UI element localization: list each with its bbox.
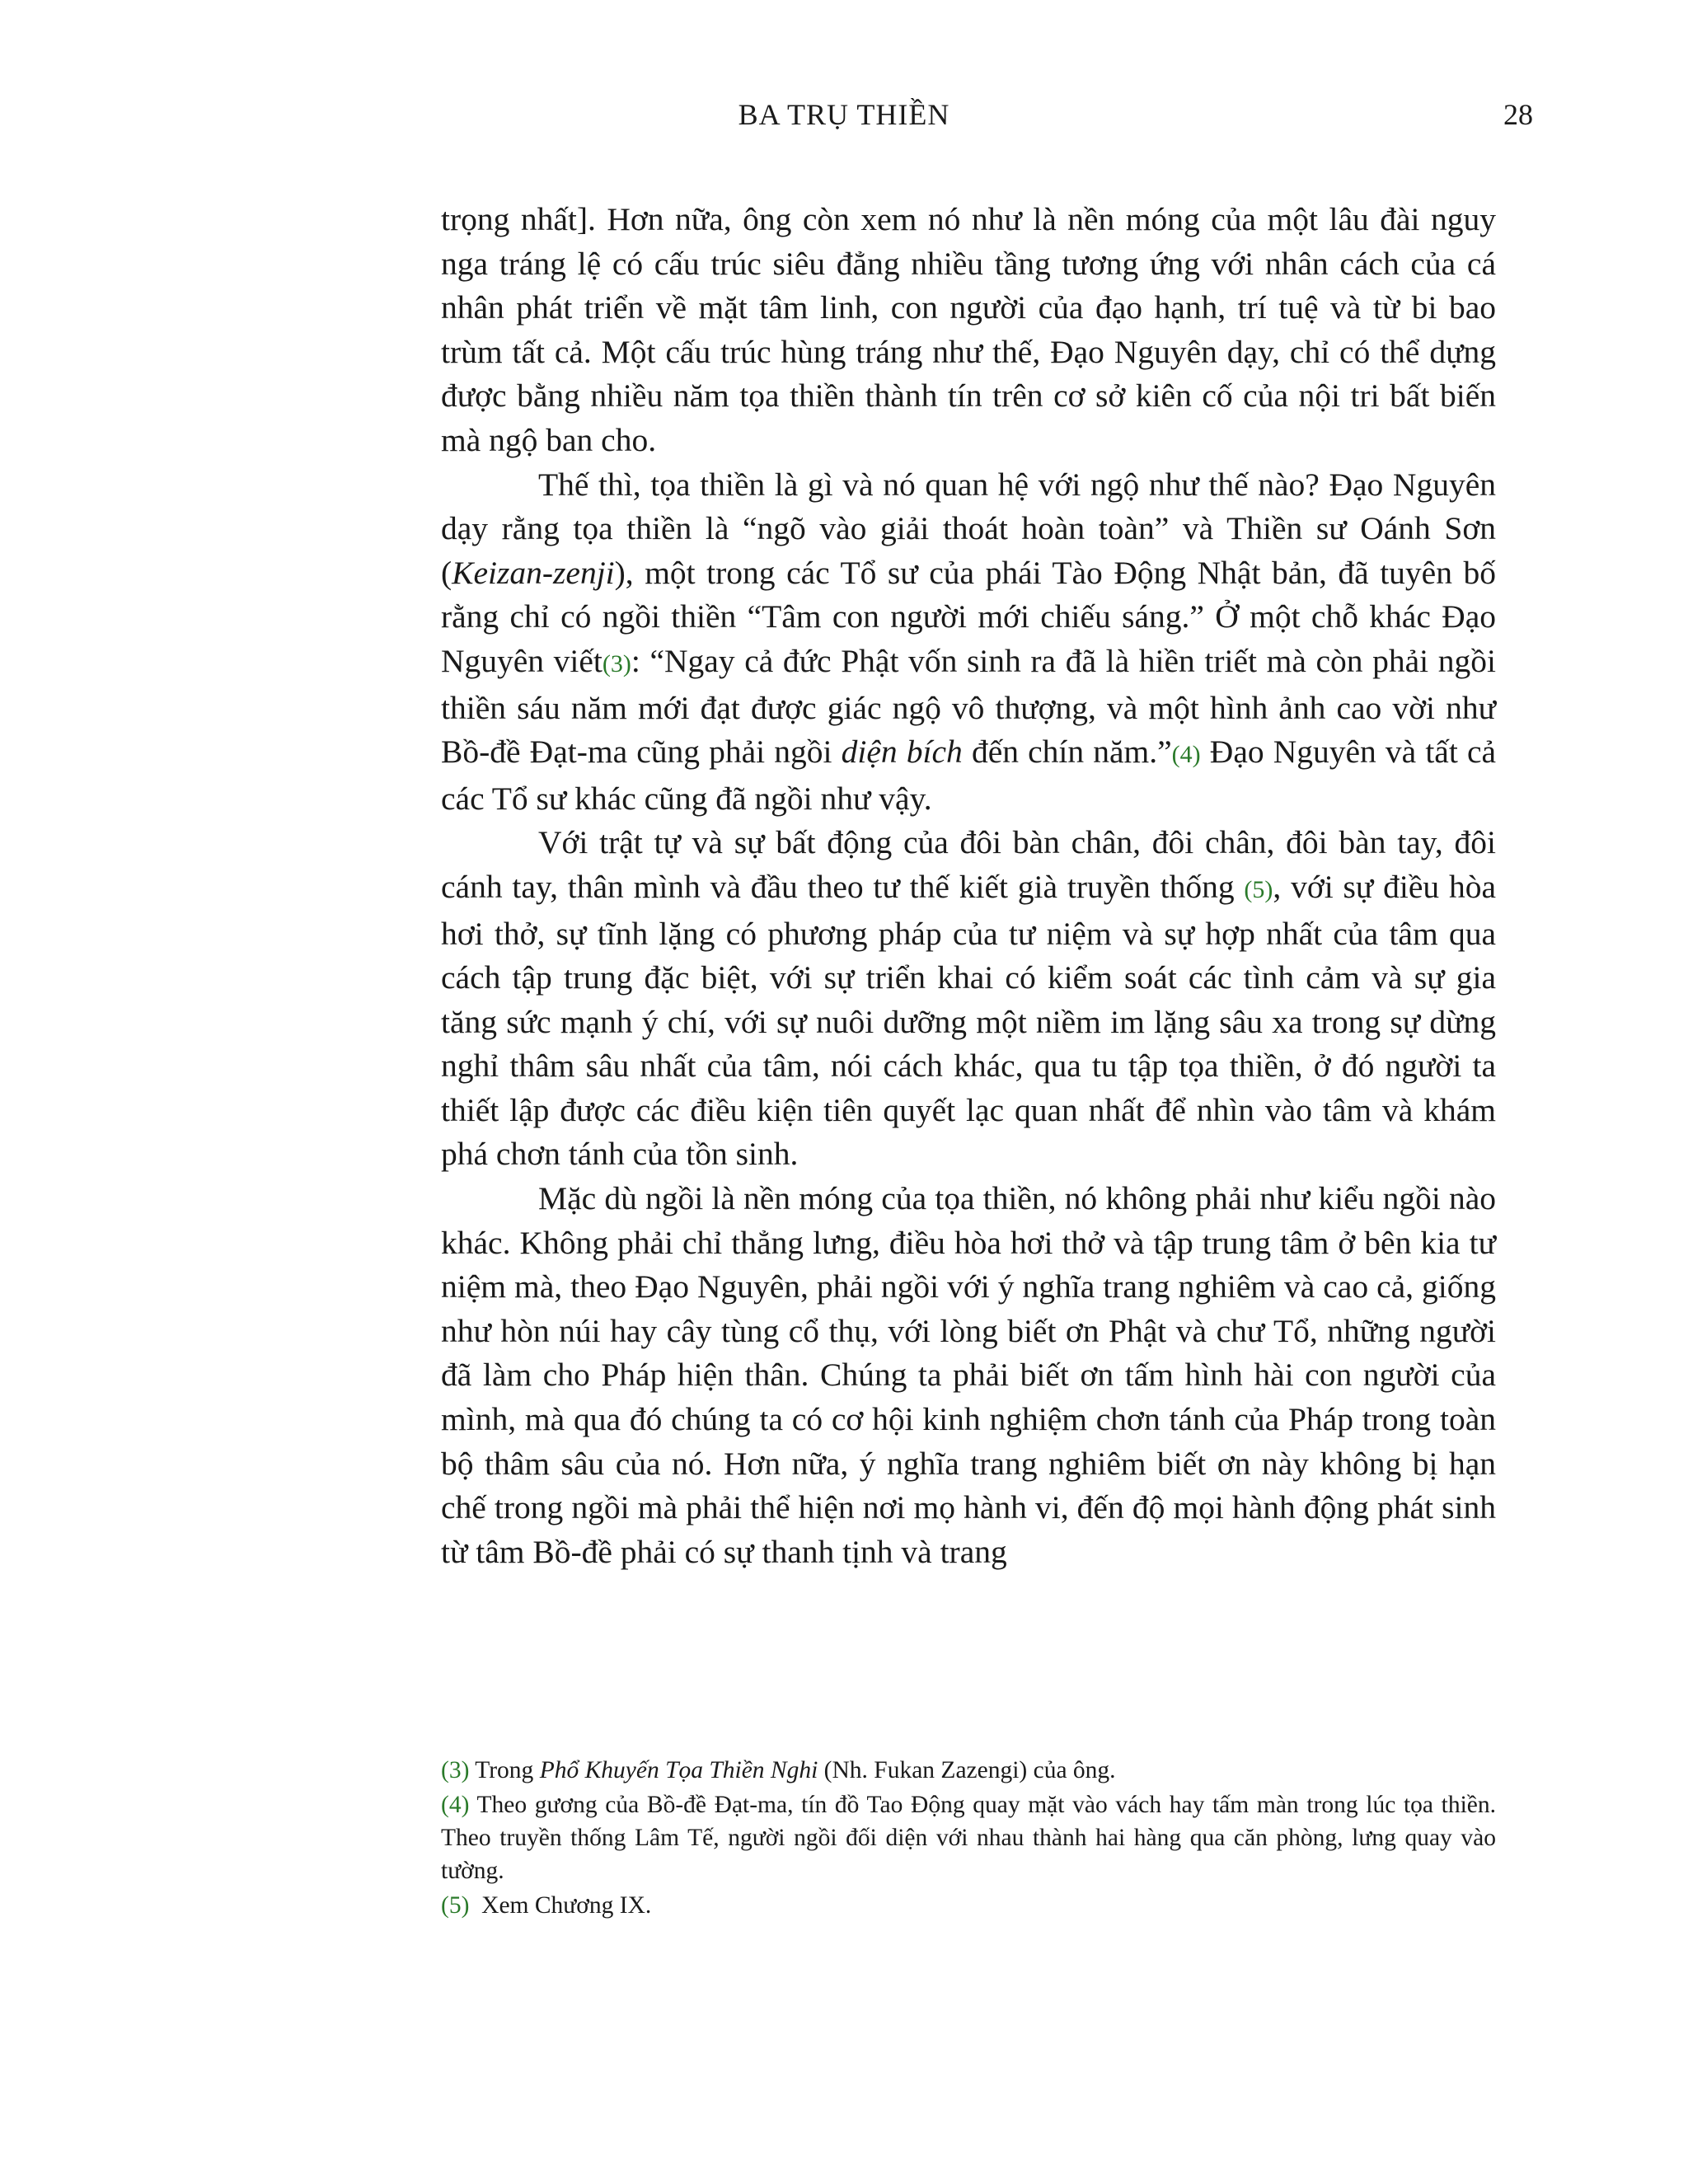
- footnote-5-text: Xem Chương IX.: [469, 1892, 652, 1919]
- running-head: BA TRỤ THIỀN: [738, 98, 950, 131]
- paragraph-4: Mặc dù ngồi là nền móng của tọa thiền, nó không phải như kiểu ngồi nào khác. Không phải chỉ thẳng lưng, điều hòa hơi thở và tập trung tâm ở bên kia tư niệm mà, theo Đạo Nguyên, phải ngồi với ý nghĩa trang nghiêm và cao cả, giống như hòn núi hay cây tùng cổ thụ, với lòng biết ơn Phật và chư Tổ, những người đã làm cho Pháp hiện thân. Chúng ta phải biết ơn tấm hình hài con người của mình, mà qua đó chúng ta có cơ hội kinh nghiệm chơn tánh của Pháp trong toàn bộ thâm sâu của nó. Hơn nữa, ý nghĩa trang nghiêm biết ơn này không bị hạn chế trong ngồi mà phải thể hiện nơi mọ hành vi, đến độ mọi hành động phát sinh từ tâm Bồ-đề phải có sự thanh tịnh và trang: [441, 1180, 1496, 1570]
- paragraph-2-text-c: : “Ngay cả đức Phật vốn sinh ra đã là hiền triết mà còn phải ngồi thiền sáu năm mới đạt được giác ngộ vô thượng, và một hình ảnh cao vời như Bồ-đề Đạt-ma cũng phải ngồi: [441, 642, 1496, 771]
- paragraph-2-text-e: Đạo Nguyên và tất cả các Tổ sư khác cũng đã ngồi như vậy.: [441, 733, 1497, 817]
- footnote-3-italic: Phổ Khuyến Tọa Thiền Nghi: [539, 1757, 818, 1783]
- paragraph-2-italic-c: diện bích: [841, 733, 963, 771]
- page-number: 28: [1503, 98, 1533, 131]
- paragraph-2-text-d: đến chín năm.”: [962, 733, 1172, 771]
- main-text: [441, 198, 1496, 1574]
- footnote-ref-5[interactable]: (5): [1244, 875, 1273, 903]
- footnote-3-text-b: (Nh. Fukan Zazengi) của ông.: [818, 1757, 1116, 1783]
- footnotes: [441, 1754, 1496, 1924]
- footnote-4: [441, 1788, 1496, 1887]
- paragraph-1: trọng nhất]. Hơn nữa, ông còn xem nó như là nền móng của một lâu đài nguy nga tráng lệ có cấu trúc siêu đẳng nhiều tầng tương ứng với nhân cách của cá nhân phát triển về mặt tâm linh, con người của đạo hạnh, trí tuệ và từ bi bao trùm tất cả. Một cấu trúc hùng tráng như thế, Đạo Nguyên dạy, chỉ có thể dựng được bằng nhiều năm tọa thiền thành tín trên cơ sở kiên cố của nội tri bất biến mà ngộ ban cho.: [441, 201, 1496, 458]
- footnote-ref-3[interactable]: (3): [602, 649, 631, 677]
- footnote-4-number: (4): [441, 1792, 470, 1818]
- footnote-3: [441, 1754, 1496, 1787]
- paragraph-3-text-b: , với sự điều hòa hơi thở, sự tĩnh lặng có phương pháp của tư niệm và sự hợp nhất của tâm qua cách tập trung đặc biệt, với sự triển khai có kiểm soát các tình cảm và sự gia tăng sức mạnh ý chí, với sự nuôi dưỡng một niềm im lặng sâu xa trong sự dừng nghỉ thâm sâu nhất của tâm, nói cách khác, qua tu tập tọa thiền, ở đó người ta thiết lập được các điều kiện tiên quyết lạc quan nhất để nhìn vào tâm và khám phá chơn tánh của tồn sinh.: [441, 868, 1496, 1173]
- footnote-4-text: Theo gương của Bồ-đề Đạt-ma, tín đồ Tao Động quay mặt vào vách hay tấm màn trong lúc tọa thiền. Theo truyền thống Lâm Tế, người ngồi đối diện với nhau thành hai hàng qua căn phòng, lưng quay vào tường.: [441, 1792, 1496, 1884]
- paragraph-3-text-a: Với trật tự và sự bất động của đôi bàn chân, đôi chân, đôi bàn tay, đôi cánh tay, thân mình và đầu theo tư thế kiết già truyền thống: [441, 824, 1496, 905]
- footnote-5: [441, 1889, 1496, 1922]
- footnote-ref-4[interactable]: (4): [1171, 741, 1201, 769]
- paragraph-3: [441, 821, 1496, 1177]
- paragraph-2-italic-a: Keizan-zenji: [452, 554, 615, 591]
- footnote-3-text-a: Trong: [469, 1757, 540, 1783]
- paragraph-2: [441, 463, 1496, 822]
- footnote-5-number: (5): [441, 1892, 470, 1919]
- footnote-3-number: (3): [441, 1757, 470, 1783]
- paragraph-2-text-b: ), một trong các Tổ sư của phái Tào Động Nhật bản, đã tuyên bố rằng chỉ có ngồi thiền “Tâm con người mới chiếu sáng.” Ở một chỗ khác Đạo Nguyên viết: [441, 554, 1496, 679]
- paragraph-2-text-a: Thế thì, tọa thiền là gì và nó quan hệ với ngộ như thế nào? Đạo Nguyên dạy rằng tọa thiền là “ngõ vào giải thoát hoàn toàn” và Thiền sư Oánh Sơn (: [441, 466, 1496, 591]
